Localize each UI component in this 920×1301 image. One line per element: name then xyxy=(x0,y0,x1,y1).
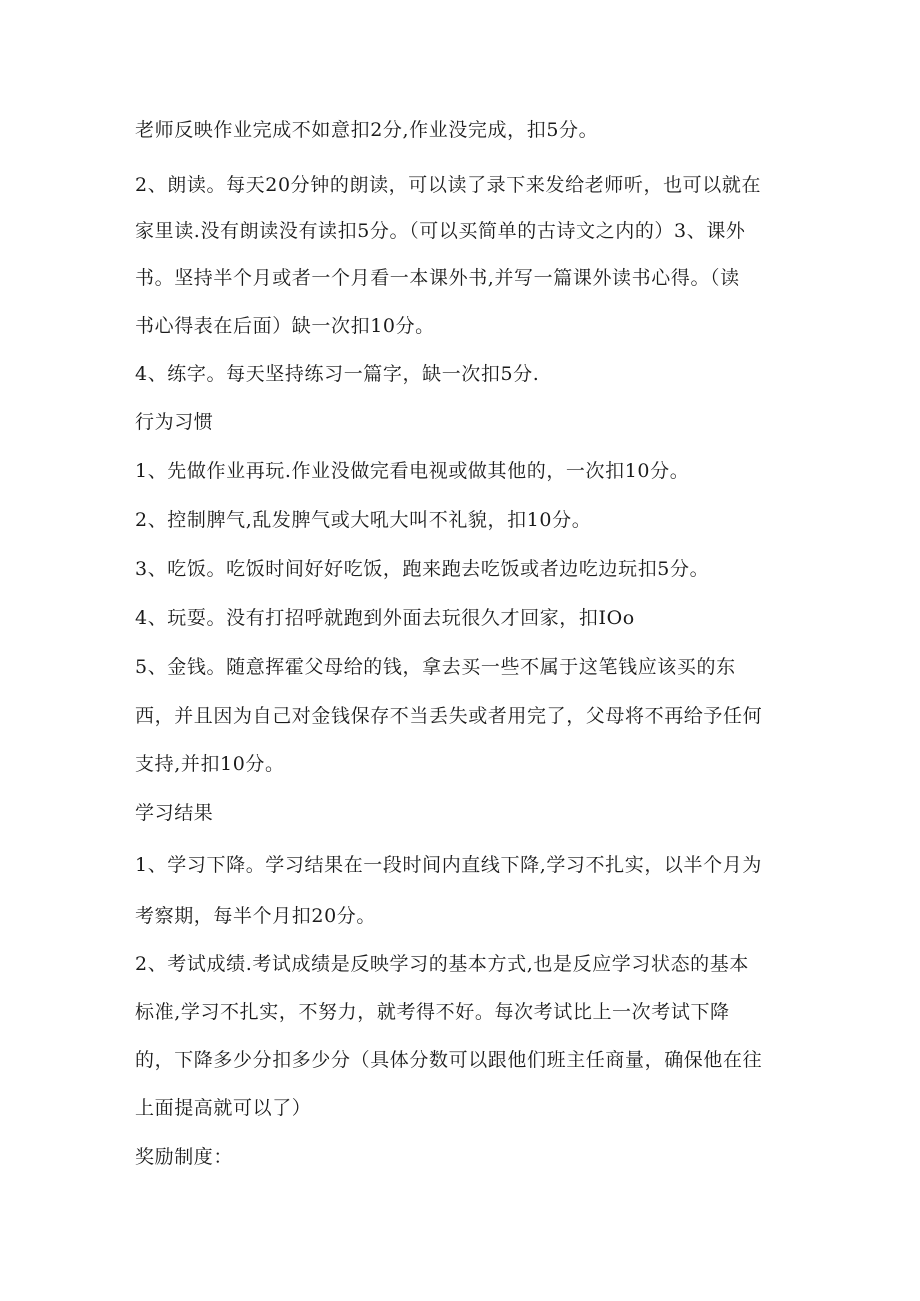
paragraph-line: 5、金钱。随意挥霍父母给的钱，拿去买一些不属于这笔钱应该买的东 xyxy=(135,656,736,678)
section-heading-behavior: 行为习惯 xyxy=(135,411,214,433)
section-heading-results: 学习结果 xyxy=(135,802,214,824)
paragraph-line: 3、吃饭。吃饭时间好好吃饭，跑来跑去吃饭或者边吃边玩扣5分。 xyxy=(135,558,710,580)
paragraph-line: 2、考试成绩.考试成绩是反映学习的基本方式,也是反应学习状态的基本 xyxy=(135,953,749,975)
paragraph-line: 书心得表在后面）缺一次扣10分。 xyxy=(135,315,435,337)
paragraph-line: 上面提高就可以了） xyxy=(135,1097,312,1119)
paragraph-line: 书。坚持半个月或者一个月看一本课外书,并写一篇课外读书心得。（读 xyxy=(135,267,740,289)
paragraph-line: 支持,并扣10分。 xyxy=(135,753,285,775)
paragraph-line: 4、练字。每天坚持练习一篇字，缺一次扣5分. xyxy=(135,363,540,385)
paragraph-line: 1、先做作业再玩.作业没做完看电视或做其他的，一次扣10分。 xyxy=(135,460,690,482)
paragraph-line: 2、控制脾气,乱发脾气或大吼大叫不礼貌，扣10分。 xyxy=(135,509,592,531)
paragraph-line: 老师反映作业完成不如意扣2分,作业没完成，扣5分。 xyxy=(135,119,599,141)
paragraph-line: 2、朗读。每天20分钟的朗读，可以读了录下来发给老师听，也可以就在 xyxy=(135,174,762,196)
paragraph-line: 标准,学习不扎实，不努力，就考得不好。每次考试比上一次考试下降 xyxy=(135,1001,730,1023)
paragraph-line: 1、学习下降。学习结果在一段时间内直线下降,学习不扎实，以半个月为 xyxy=(135,854,762,876)
paragraph-line: 4、玩耍。没有打招呼就跑到外面去玩很久才回家，扣IOo xyxy=(135,607,635,629)
paragraph-line: 考察期，每半个月扣20分。 xyxy=(135,905,376,927)
paragraph-line: 西，并且因为自己对金钱保存不当丢失或者用完了，父母将不再给予任何 xyxy=(135,705,763,727)
paragraph-line: 家里读.没有朗读没有读扣5分。（可以买简单的古诗文之内的）3、课外 xyxy=(135,220,746,242)
section-heading-rewards: 奖励制度： xyxy=(135,1146,234,1168)
paragraph-line: 的，下降多少分扣多少分（具体分数可以跟他们班主任商量，确保他在往 xyxy=(135,1049,763,1071)
